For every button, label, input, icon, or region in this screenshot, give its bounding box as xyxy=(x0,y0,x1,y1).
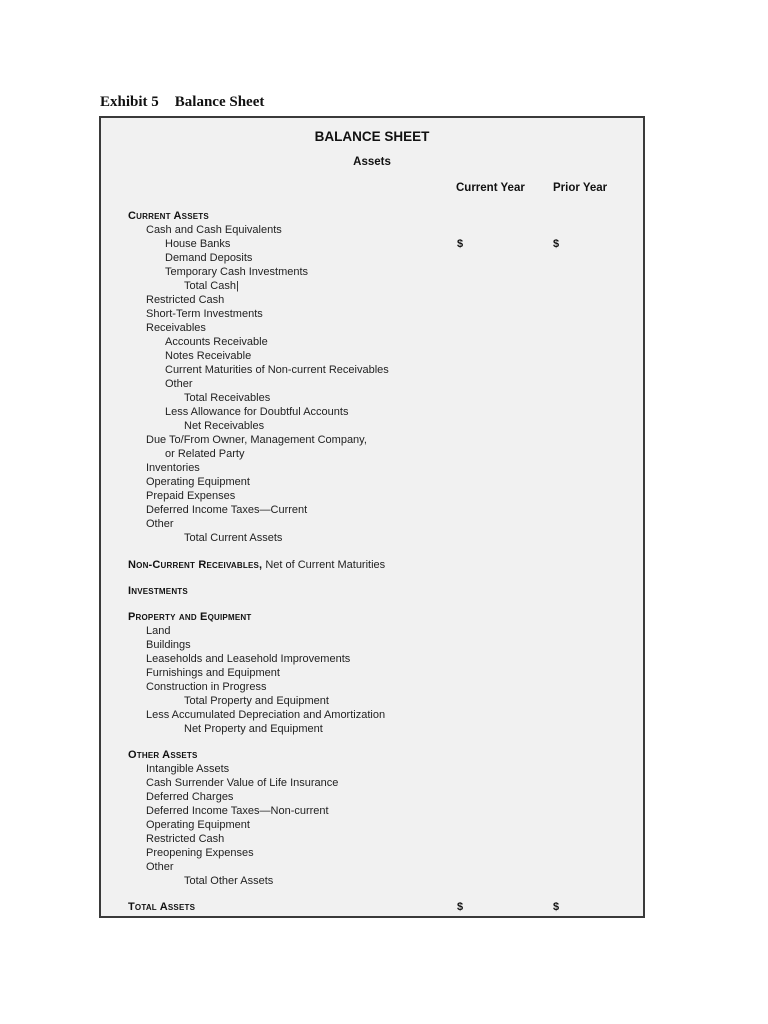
line-item: Less Accumulated Depreciation and Amortization xyxy=(146,709,386,721)
line-item: Other xyxy=(146,861,174,873)
section-current-assets: Current Assets xyxy=(128,210,209,222)
line-item: Other xyxy=(146,518,174,530)
line-item: Preopening Expenses xyxy=(146,847,254,859)
total-line: Net Property and Equipment xyxy=(184,723,323,735)
section-total-assets: Total Assets xyxy=(128,901,196,913)
line-item: Other xyxy=(165,378,193,390)
dollar-prior-year: $ xyxy=(553,901,560,913)
line-item: Accounts Receivable xyxy=(165,336,268,348)
line-item: House Banks xyxy=(165,238,231,250)
line-item: Less Allowance for Doubtful Accounts xyxy=(165,406,349,418)
line-item: Buildings xyxy=(146,639,191,651)
section-property-equipment: Property and Equipment xyxy=(128,611,252,623)
total-line: Total Receivables xyxy=(184,392,271,404)
total-line: Total Property and Equipment xyxy=(184,695,329,707)
balance-sheet-panel xyxy=(99,116,645,918)
line-item: Inventories xyxy=(146,462,200,474)
line-item: Land xyxy=(146,625,171,637)
sheet-title: BALANCE SHEET xyxy=(314,129,430,144)
total-line: Net Receivables xyxy=(184,420,265,432)
sheet-subtitle: Assets xyxy=(353,156,391,168)
column-header-current-year: Current Year xyxy=(456,182,525,194)
line-item: Cash Surrender Value of Life Insurance xyxy=(146,777,339,789)
section-label-suffix: Net of Current Maturities xyxy=(262,559,386,571)
column-header-prior-year: Prior Year xyxy=(553,182,608,194)
line-item: Leaseholds and Leasehold Improvements xyxy=(146,653,351,665)
line-item: Cash and Cash Equivalents xyxy=(146,224,282,236)
line-item: Short-Term Investments xyxy=(146,308,263,320)
line-item: Deferred Income Taxes—Non-current xyxy=(146,805,329,817)
exhibit-number: Exhibit 5 xyxy=(100,94,159,110)
section-investments: Investments xyxy=(128,585,188,597)
line-item: Construction in Progress xyxy=(146,681,267,693)
line-item: Demand Deposits xyxy=(165,252,253,264)
exhibit-title: Balance Sheet xyxy=(174,94,265,110)
total-line: Total Current Assets xyxy=(184,532,283,544)
line-item: Notes Receivable xyxy=(165,350,252,362)
line-item: Operating Equipment xyxy=(146,819,250,831)
line-item: Operating Equipment xyxy=(146,476,250,488)
line-item: Deferred Income Taxes—Current xyxy=(146,504,308,516)
line-item: Intangible Assets xyxy=(146,763,230,775)
line-item: Receivables xyxy=(146,322,206,334)
dollar-prior-year: $ xyxy=(553,238,560,250)
total-line: Total Other Assets xyxy=(184,875,274,887)
line-item: Deferred Charges xyxy=(146,791,234,803)
exhibit-heading xyxy=(100,94,264,111)
dollar-current-year: $ xyxy=(457,901,464,913)
dollar-current-year: $ xyxy=(457,238,464,250)
line-item: Current Maturities of Non-current Receivables xyxy=(165,364,389,376)
total-line: Total Cash| xyxy=(184,280,239,292)
section-other-assets: Other Assets xyxy=(128,749,198,761)
line-item: Prepaid Expenses xyxy=(146,490,236,502)
section-non-current-receivables xyxy=(101,558,385,572)
line-item: Due To/From Owner, Management Company, xyxy=(146,434,367,446)
line-item: or Related Party xyxy=(165,448,245,460)
line-item: Furnishings and Equipment xyxy=(146,667,280,679)
line-item: Restricted Cash xyxy=(146,833,225,845)
line-item: Temporary Cash Investments xyxy=(165,266,309,278)
section-label: Non-Current Receivables, xyxy=(128,559,263,571)
line-item: Restricted Cash xyxy=(146,294,225,306)
